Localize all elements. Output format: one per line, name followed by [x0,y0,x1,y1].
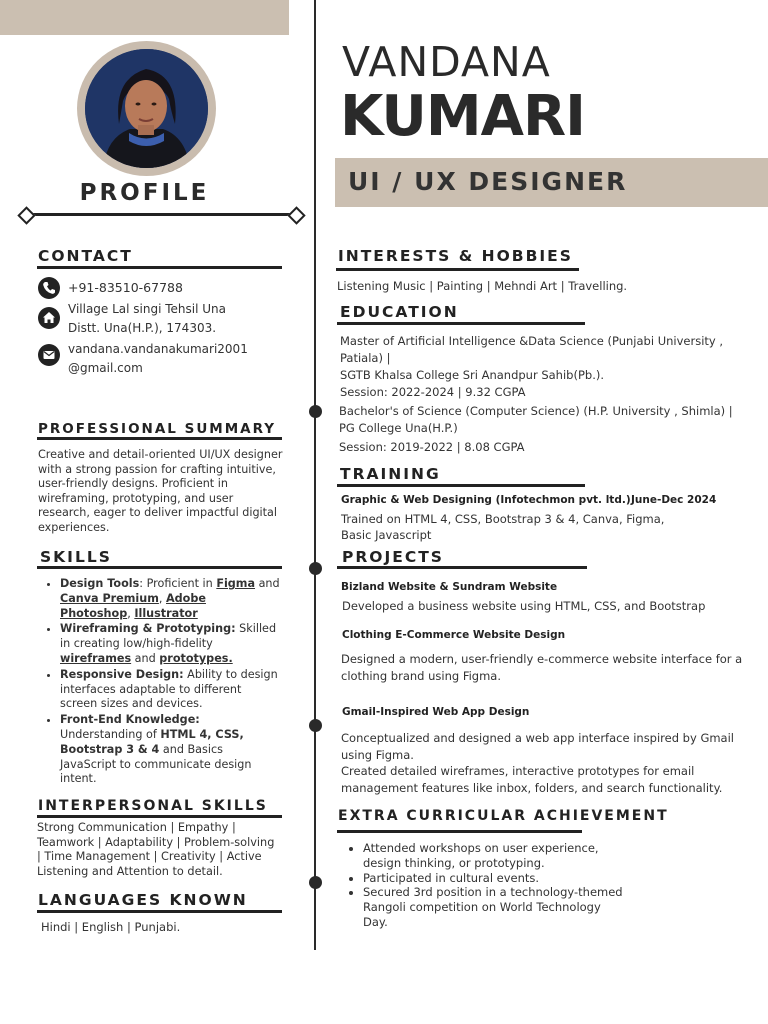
summary-heading: PROFESSIONAL SUMMARY [38,421,277,437]
section-divider [37,910,282,913]
skill-item: • Design Tools: Proficient in Figma and Canva Premium, Adobe Photoshop, Illustrator [60,577,280,621]
interests-heading: INTERESTS & HOBBIES [338,247,573,265]
diamond-icon [287,206,305,224]
project-title: Gmail-Inspired Web App Design [342,706,530,718]
section-divider [37,437,282,440]
skill-item: • Responsive Design: Ability to design interfaces adaptable to different screen sizes and devices. [60,668,280,712]
skill-item: • Wireframing & Prototyping: Skilled in creating low/high-fidelity wireframes and prototypes. [60,622,280,666]
project-title: Clothing E-Commerce Website Design [342,629,566,641]
project-text: Developed a business website using HTML, CSS, and Bootstrap [342,599,706,613]
mail-icon [38,344,60,366]
section-divider [37,266,282,269]
address-line: Distt. Una(H.P.), 174303. [68,321,217,335]
education-block: Master of Artificial Intelligence &Data Science (Punjabi University , Patiala) | SGTB Khalsa College Sri Anandpur Sahib(Pb.). Session: 2022-2024 | 9.32 CGPA [340,334,724,399]
email-line: vandana.vandanakumari2001 [68,342,248,356]
timeline-dot [309,876,322,889]
phone-icon [38,277,60,299]
avatar [85,49,208,168]
education-block: Bachelor's of Science (Computer Science) (H.P. University , Shimla) | PG College Una(H.P.) Session: 2019-2022 | 8.08 CGPA [339,404,733,454]
profile-heading: PROFILE [79,180,210,206]
project-text: Conceptualized and designed a web app interface inspired by Gmail using Figma. Created detailed wireframes, interactive prototypes for email management features like inbox, folders, and search functionality. [341,731,734,795]
timeline-dot [309,719,322,732]
timeline-dot [309,562,322,575]
skill-item: • Front-End Knowledge: Understanding of HTML 4, CSS, Bootstrap 3 & 4 and Basics JavaScript to communicate design intent. [60,713,280,787]
section-divider [337,484,585,487]
contact-heading: CONTACT [38,247,133,265]
section-divider [37,566,282,569]
training-date: June-Dec 2024 [631,494,717,506]
email[interactable] [68,340,248,378]
project-title: Bizland Website & Sundram Website [341,581,558,593]
top-accent-bar [0,0,289,35]
skills-heading: SKILLS [40,548,112,566]
skills-list [40,577,280,788]
timeline-dot [309,405,322,418]
extra-list [339,841,629,930]
interpersonal-heading: INTERPERSONAL SKILLS [38,798,268,814]
interests-text: Listening Music | Painting | Mehndi Art | Travelling. [337,279,628,293]
email-line: @gmail.com [68,361,143,375]
job-title: UI / UX DESIGNER [348,167,628,196]
diamond-icon [17,206,35,224]
phone-number[interactable]: +91-83510-67788 [68,280,183,295]
languages-heading: LANGUAGES KNOWN [38,891,248,909]
training-text: Trained on HTML 4, CSS, Bootstrap 3 & 4, Canva, Figma, Basic Javascript [341,512,665,542]
extra-heading: EXTRA CURRICULAR ACHIEVEMENT [338,808,669,824]
section-divider [337,322,585,325]
address-line: Village Lal singi Tehsil Una [68,302,227,316]
profile-divider [24,213,297,216]
home-icon [38,307,60,329]
section-divider [37,815,282,818]
last-name: KUMARI [340,84,585,149]
extra-item: • Participated in cultural events. [363,871,629,886]
first-name: VANDANA [342,38,551,86]
section-divider [336,268,579,271]
timeline-divider [314,0,316,950]
section-divider [337,566,587,569]
training-heading: TRAINING [340,465,441,483]
education-heading: EDUCATION [340,303,459,321]
training-title: Graphic & Web Designing (Infotechmon pvt. ltd.) [341,494,631,506]
address [68,300,226,338]
interpersonal-text: Strong Communication | Empathy | Teamwork | Adaptability | Problem-solving | Time Management | Creativity | Active Listening and Attention to detail. [37,821,275,878]
extra-item: • Attended workshops on user experience, design thinking, or prototyping. [363,841,629,871]
projects-heading: PROJECTS [342,548,444,566]
languages-text: Hindi | English | Punjabi. [41,920,181,934]
extra-item: • Secured 3rd position in a technology-themed Rangoli competition on World Technology Day. [363,885,629,929]
section-divider [337,830,582,833]
project-text: Designed a modern, user-friendly e-commerce website interface for a clothing brand using Figma. [341,652,743,683]
summary-text: Creative and detail-oriented UI/UX designer with a strong passion for crafting intuitive, user-friendly designs. Proficient in wireframing, prototyping, and user research, eager to deliver impactful digital experiences. [38,448,283,534]
profile-photo [77,41,216,176]
